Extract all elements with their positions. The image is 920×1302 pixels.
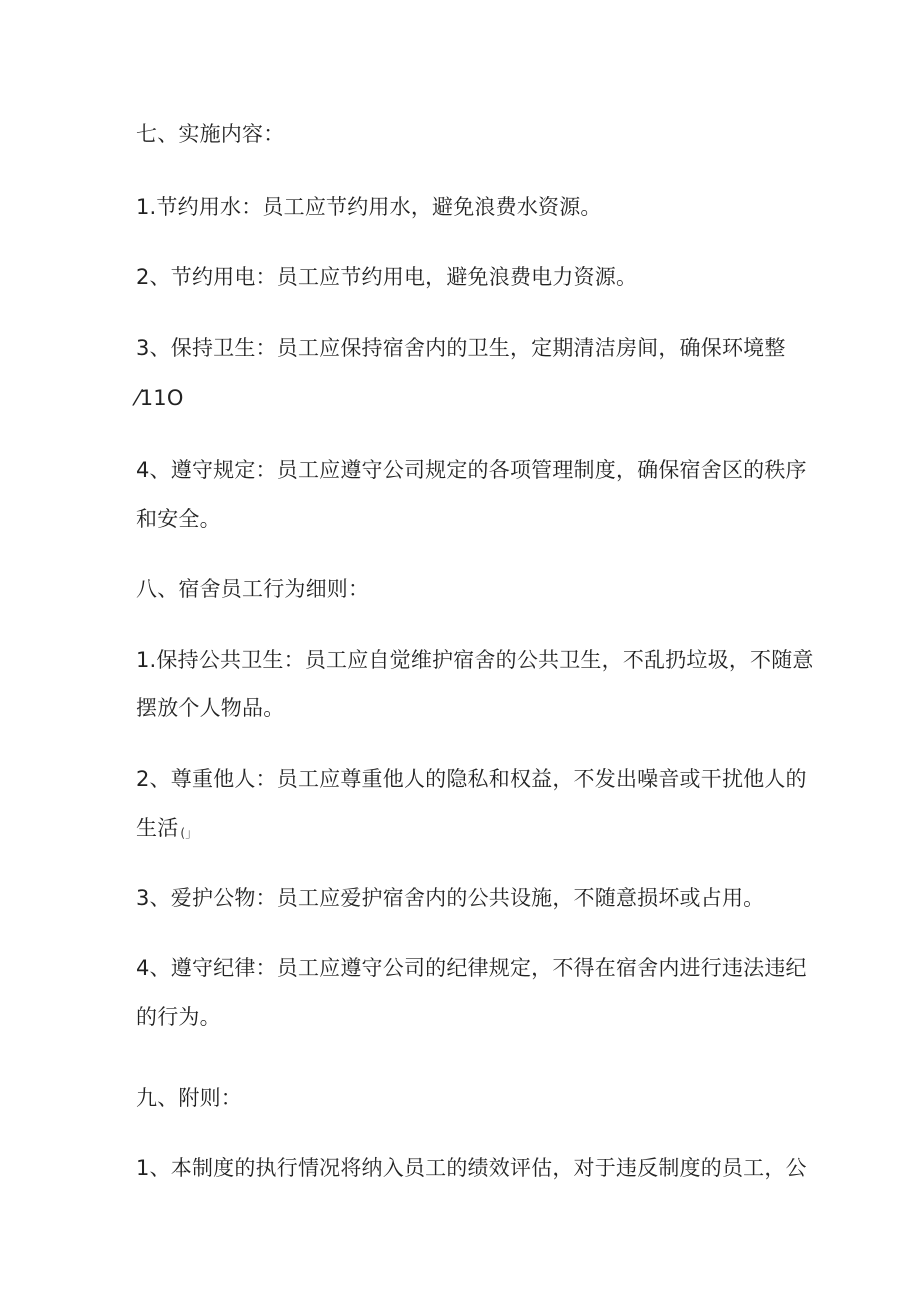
section-7-item-4-line-2: 和安全。 — [136, 507, 221, 531]
section-8-item-1-line-2: 摆放个人物品。 — [136, 696, 285, 720]
section-8-item-2-line-2-text: 生活 — [136, 816, 179, 840]
section-8-item-1-line-1: 1.保持公共卫生：员工应自觉维护宿舍的公共卫生，不乱扔垃圾，不随意 — [136, 648, 814, 672]
section-7-item-4-line-1: 4、遵守规定：员工应遵守公司规定的各项管理制度，确保宿舍区的秩序 — [136, 458, 807, 482]
section-9-item-1-line-1: 1、本制度的执行情况将纳入员工的绩效评估，对于违反制度的员工，公 — [136, 1156, 807, 1180]
section-9-heading: 九、附则： — [136, 1086, 242, 1110]
section-7-heading: 七、实施内容： — [136, 122, 285, 146]
section-8-item-2-line-2 — [136, 813, 198, 848]
section-8-item-4-line-2: 的行为。 — [136, 1005, 221, 1029]
section-7-item-3-line-2: ⁄11O — [136, 386, 184, 410]
section-7-item-2: 2、节约用电：员工应节约用电，避免浪费电力资源。 — [136, 265, 638, 289]
section-7-item-1: 1.节约用水：员工应节约用水，避免浪费水资源。 — [136, 195, 602, 219]
section-8-item-3: 3、爱护公物：员工应爱护宿舍内的公共设施，不随意损坏或占用。 — [136, 886, 765, 910]
section-8-heading: 八、宿舍员工行为细则： — [136, 577, 370, 601]
small-mark: (」 — [180, 826, 198, 840]
section-8-item-4-line-1: 4、遵守纪律：员工应遵守公司的纪律规定，不得在宿舍内进行违法违纪 — [136, 956, 807, 980]
section-8-item-2-line-1: 2、尊重他人：员工应尊重他人的隐私和权益，不发出噪音或干扰他人的 — [136, 767, 807, 791]
section-7-item-3-line-1: 3、保持卫生：员工应保持宿舍内的卫生，定期清洁房间，确保环境整 — [136, 336, 786, 360]
